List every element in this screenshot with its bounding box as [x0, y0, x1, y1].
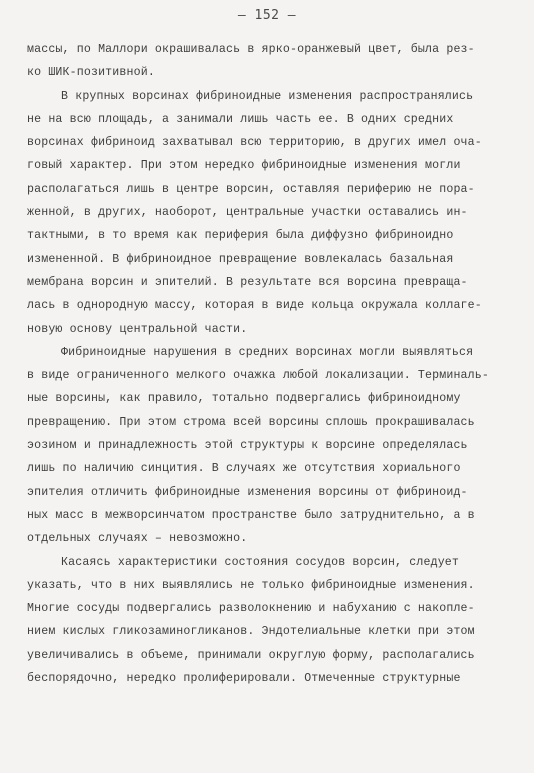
- text-line: ных масс в межворсинчатом пространстве было затруднительно, а в: [27, 508, 475, 522]
- text-line: эозином и принадлежность этой структуры к ворсине определялась: [27, 439, 468, 453]
- text-line: измененной. В фибриноидное превращение вовлекалась базальная: [27, 252, 454, 266]
- body-text: [27, 38, 509, 690]
- text-line: беспорядочно, нередко пролиферировали. Отмеченные структурные: [27, 672, 461, 686]
- paragraph: [27, 551, 509, 691]
- paragraph: [27, 38, 509, 85]
- paragraph: [27, 341, 509, 551]
- text-line: указать, что в них выявлялись не только фибриноидные изменения.: [27, 578, 475, 592]
- text-line: эпителия отличить фибриноидные изменения ворсины от фибриноид-: [27, 485, 468, 499]
- text-line: тактными, в то время как периферия была диффузно фибриноидно: [27, 229, 454, 243]
- text-line: превращению. При этом строма всей ворсины сплошь прокрашивалась: [27, 415, 475, 429]
- text-line: лишь по наличию синцития. В случаях же отсутствия хориального: [27, 462, 461, 476]
- text-line: отдельных случаях – невозможно.: [27, 532, 248, 546]
- text-line: Касаясь характеристики состояния сосудов ворсин, следует: [61, 555, 460, 569]
- text-line: нием кислых гликозаминогликанов. Эндотелиальные клетки при этом: [27, 625, 475, 639]
- text-line: новую основу центральной части.: [27, 322, 248, 336]
- text-line: располагаться лишь в центре ворсин, оставляя периферию не пора-: [27, 182, 475, 196]
- text-line: в виде ограниченного мелкого очажка любой локализации. Терминаль-: [27, 369, 489, 383]
- page-number: – 152 –: [237, 8, 297, 23]
- text-line: Фибриноидные нарушения в средних ворсинах могли выявляться: [61, 345, 474, 359]
- text-line: ворсинах фибриноид захватывал всю территорию, в других имел оча-: [27, 136, 482, 150]
- text-line: ные ворсины, как правило, тотально подвергались фибриноидному: [27, 392, 461, 406]
- text-line: массы, по Маллори окрашивалась в ярко-оранжевый цвет, была рез-: [27, 43, 475, 56]
- text-line: не на всю площадь, а занимали лишь часть ее. В одних средних: [27, 112, 454, 126]
- text-line: мембрана ворсин и эпителий. В результате вся ворсина превраща-: [27, 275, 468, 289]
- paragraph: [27, 85, 509, 341]
- text-line: В крупных ворсинах фибриноидные изменения распространялись: [61, 89, 474, 103]
- text-line: женной, в других, наоборот, центральные участки оставались ин-: [27, 206, 468, 220]
- text-line: Многие сосуды подвергались разволокнению и набуханию с накопле-: [27, 602, 475, 616]
- text-line: лась в однородную массу, которая в виде кольца окружала коллаге-: [27, 299, 482, 313]
- text-line: говый характер. При этом нередко фибриноидные изменения могли: [27, 159, 461, 173]
- text-line: ко ШИК-позитивной.: [27, 66, 155, 80]
- text-line: увеличивались в объеме, принимали округлую форму, располагались: [27, 648, 475, 662]
